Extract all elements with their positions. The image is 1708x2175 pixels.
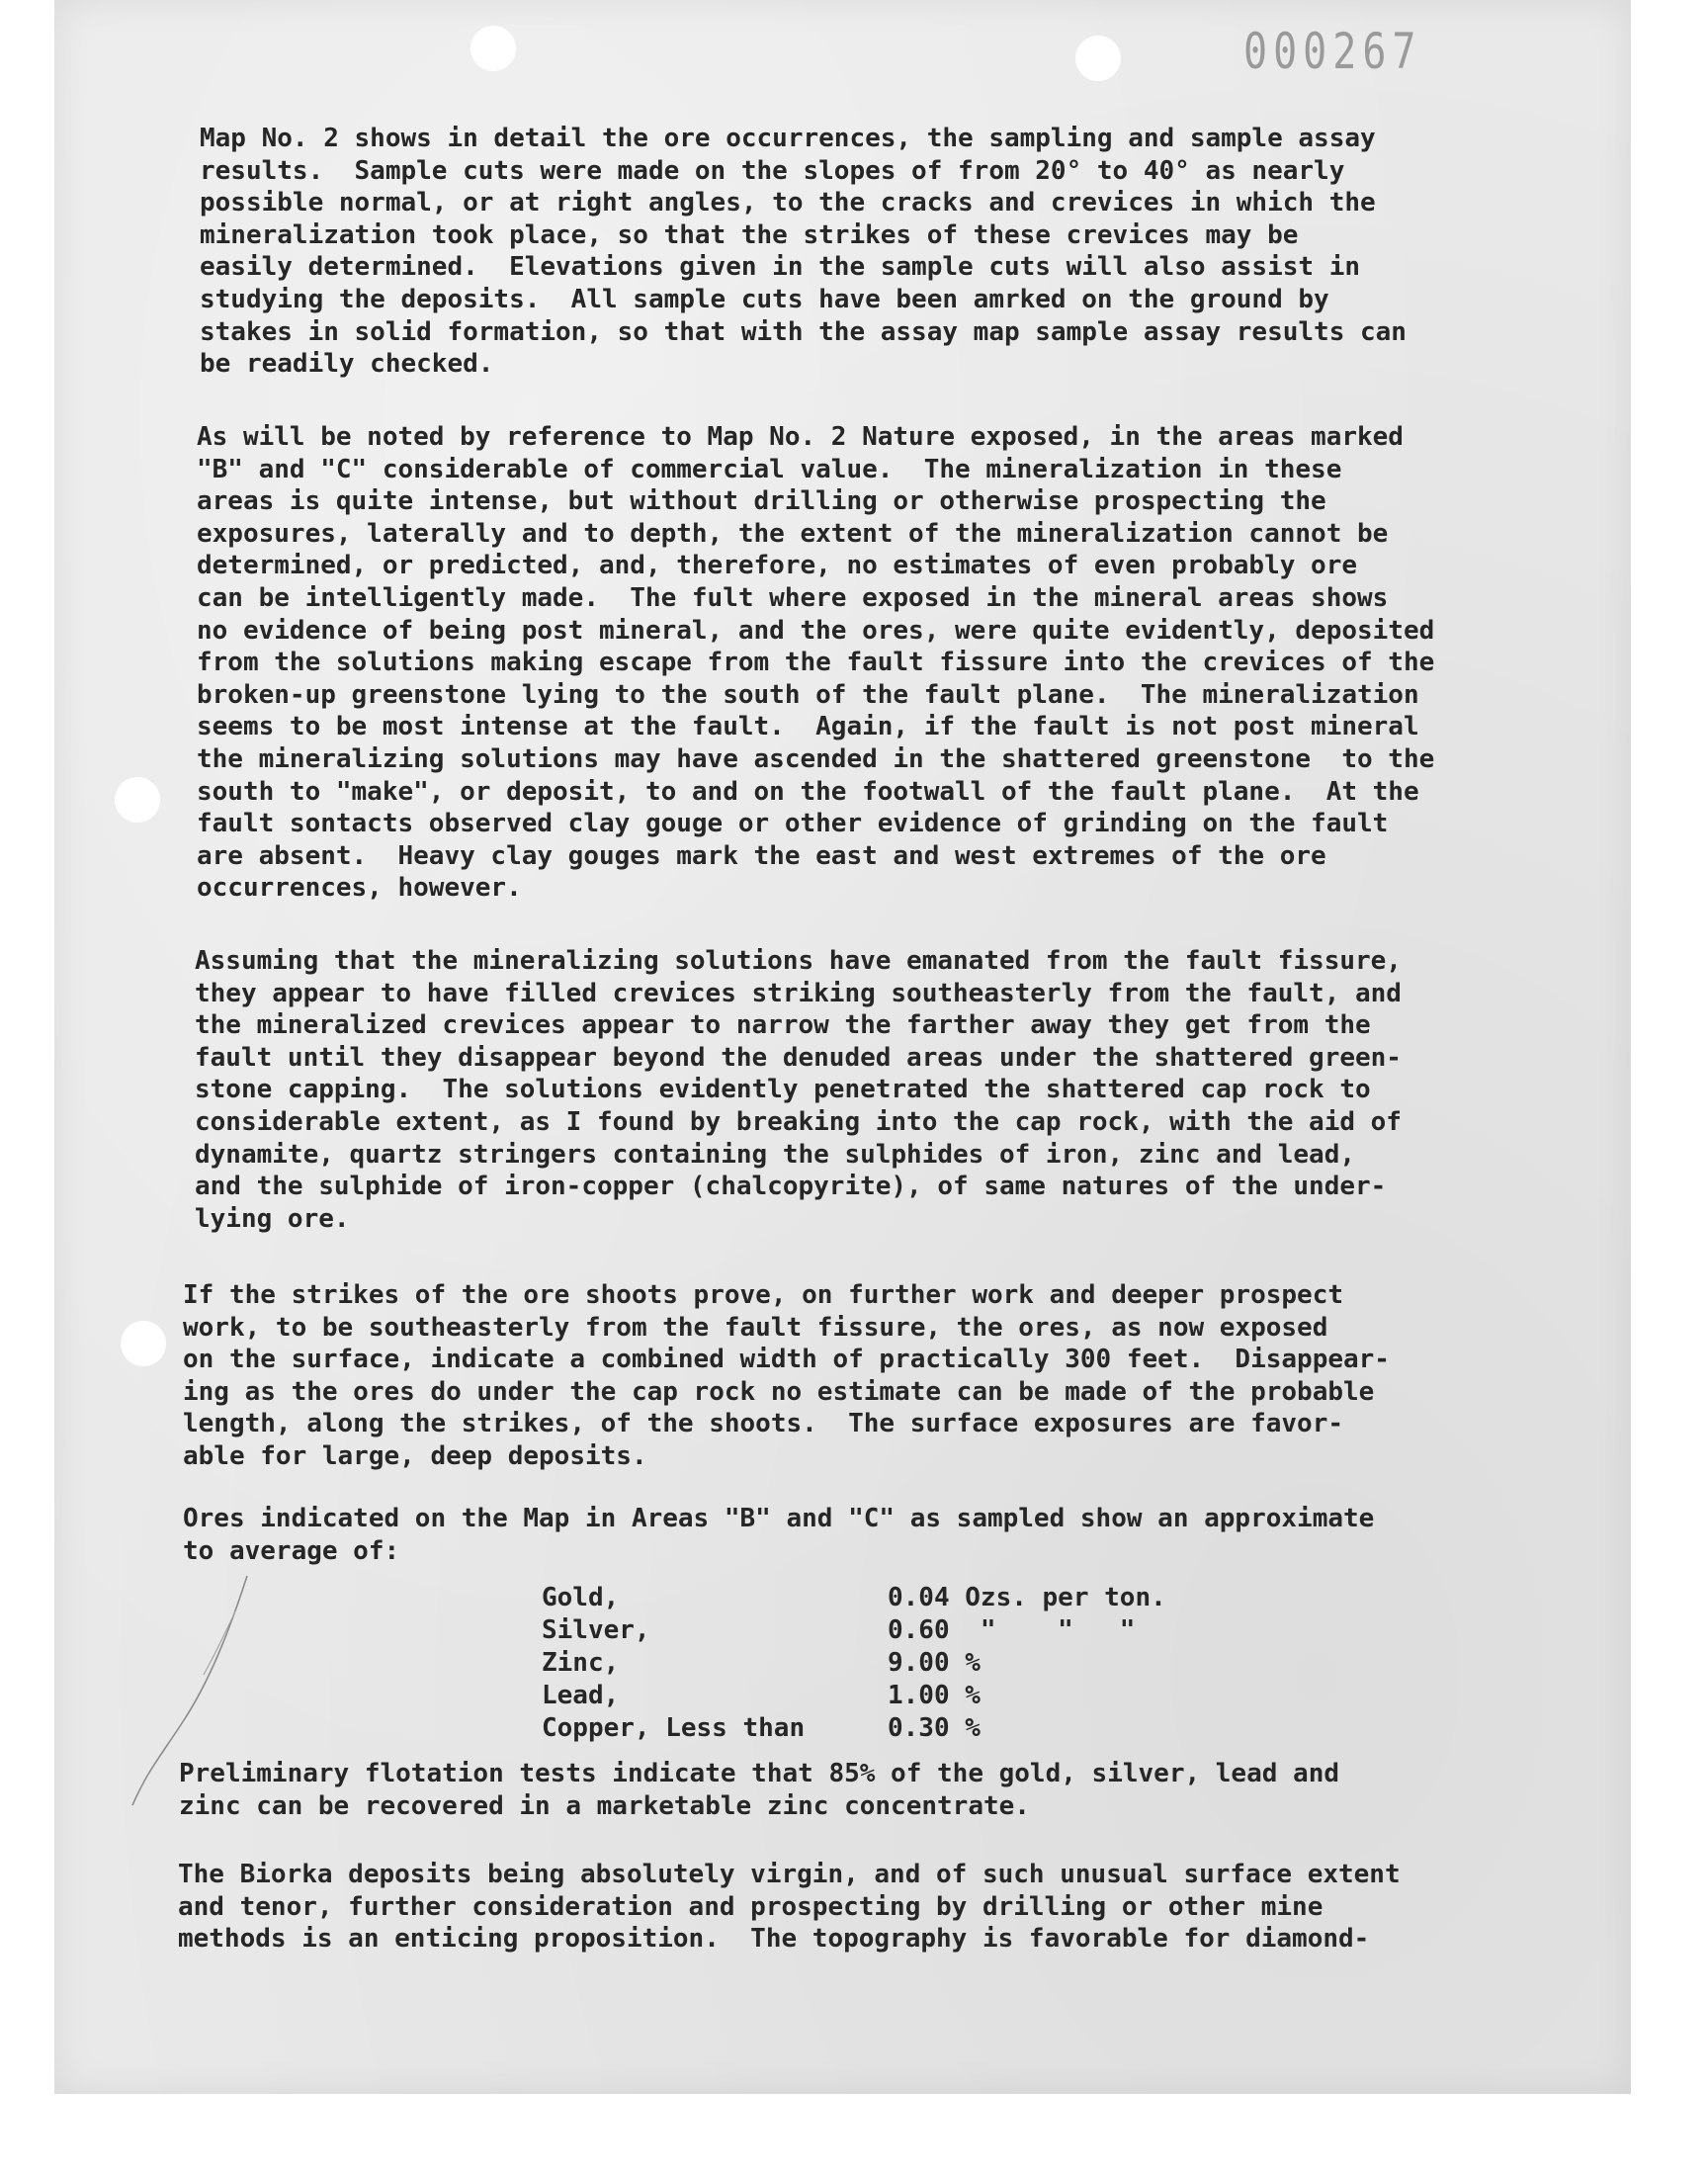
text-line: fault sontacts observed clay gouge or other evidence of grinding on the fault [197,809,1389,839]
text-line: Ores indicated on the Map in Areas "B" and "C" as sampled show an approximate [183,1504,1375,1533]
text-line: studying the deposits. All sample cuts have been amrked on the ground by [200,284,1329,314]
text-line: Map No. 2 shows in detail the ore occurrences, the sampling and sample assay [200,124,1376,153]
paragraph [197,421,1521,905]
assay-element: Lead, [542,1681,620,1710]
assay-value: 0.60 " " " [888,1615,1136,1645]
text-line: the mineralized crevices appear to narrow the farther away they get from the [195,1010,1371,1041]
text-line: "B" and "C" considerable of commercial value. The mineralization in these [197,454,1342,484]
text-line: methods is an enticing proposition. The topography is favorable for diamond- [178,1924,1370,1955]
text-line: work, to be southeasterly from the fault fissure, the ores, as now exposed [183,1312,1328,1343]
text-line: ing as the ores do under the cap rock no estimate can be made of the probable [183,1376,1375,1407]
text-line: be readily checked. [200,349,494,380]
assay-value: 0.30 % [888,1713,981,1743]
text-line: able for large, deep deposits. [183,1440,647,1471]
text-line: considerable extent, as I found by breaking into the cap rock, with the aid of [195,1106,1402,1137]
text-line: the mineralizing solutions may have ascended in the shattered greenstone to the [197,743,1435,774]
assay-value: 9.00 % [888,1648,981,1678]
text-line: to average of: [183,1535,400,1566]
assay-row [542,1614,1204,1647]
paragraph [179,1758,1503,1822]
text-line: occurrences, however. [197,873,522,904]
paragraph [200,123,1524,381]
text-line: zinc can be recovered in a marketable zinc concentrate. [179,1790,1030,1821]
text-line: from the solutions making escape from the fault fissure into the crevices of the [197,648,1435,678]
text-line: determined, or predicted, and, therefore, no estimates of even probably ore [197,551,1357,581]
text-line: stakes in solid formation, so that with the assay map sample assay results can [200,316,1407,347]
text-line: are absent. Heavy clay gouges mark the east and west extremes of the ore [197,840,1326,871]
assay-element: Gold, [542,1583,620,1612]
text-line: easily determined. Elevations given in the sample cuts will also assist in [200,252,1360,283]
text-line: stone capping. The solutions evidently penetrated the shattered cap rock to [195,1075,1371,1105]
assay-element: Zinc, [542,1648,620,1678]
assay-row [542,1680,1204,1712]
assay-value: 1.00 % [888,1681,981,1710]
text-line: As will be noted by reference to Map No. 2 Nature exposed, in the areas marked [197,422,1404,452]
text-line: The Biorka deposits being absolutely virgin, and of such unusual surface extent [178,1860,1401,1889]
assay-element: Silver, [542,1615,650,1645]
text-line: exposures, laterally and to depth, the extent of the mineralization cannot be [197,518,1389,549]
text-line: on the surface, indicate a combined width of practically 300 feet. Disappear- [183,1345,1390,1375]
text-line: length, along the strikes, of the shoots. The surface exposures are favor- [183,1409,1343,1439]
assay-row [542,1647,1204,1680]
text-line: they appear to have filled crevices striking southeasterly from the fault, and [195,978,1402,1008]
text-line: and the sulphide of iron-copper (chalcopyrite), of same natures of the under- [195,1172,1387,1202]
text-line: Assuming that the mineralizing solutions have emanated from the fault fissure, [195,946,1402,976]
text-line: If the strikes of the ore shoots prove, on further work and deeper prospect [183,1280,1343,1310]
text-line: can be intelligently made. The fult where exposed in the mineral areas shows [197,582,1389,613]
paragraph [183,1503,1507,1567]
assay-value: 0.04 Ozs. per ton. [888,1583,1166,1612]
text-line: mineralization took place, so that the strikes of these crevices may be [200,219,1299,250]
text-line: lying ore. [195,1203,350,1234]
text-line: possible normal, or at right angles, to the cracks and crevices in which the [200,188,1376,218]
text-line: seems to be most intense at the fault. Again, if the fault is not post mineral [197,712,1419,742]
text-line: no evidence of being post mineral, and the ores, were quite evidently, deposited [197,615,1435,646]
paragraph [183,1279,1507,1473]
text-line: results. Sample cuts were made on the slopes of from 20° to 40° as nearly [200,155,1345,186]
text-line: fault until they disappear beyond the denuded areas under the shattered green- [195,1042,1402,1073]
text-line: south to "make", or deposit, to and on the footwall of the fault plane. At the [197,776,1419,807]
assay-row [542,1712,1204,1745]
text-line: broken-up greenstone lying to the south of the fault plane. The mineralization [197,679,1419,710]
assay-row [542,1582,1204,1614]
document-number-stamp: 000267 [1243,24,1422,81]
paragraph [178,1859,1502,1956]
text-line: and tenor, further consideration and prospecting by drilling or other mine [178,1891,1324,1922]
text-line: Preliminary flotation tests indicate that 85% of the gold, silver, lead and [179,1759,1339,1788]
assay-table [542,1582,1204,1745]
text-line: areas is quite intense, but without drilling or otherwise prospecting the [197,486,1326,517]
assay-element: Copper, Less than [542,1713,806,1743]
text-line: dynamite, quartz stringers containing the sulphides of iron, zinc and lead, [195,1139,1355,1170]
paragraph [195,945,1519,1235]
